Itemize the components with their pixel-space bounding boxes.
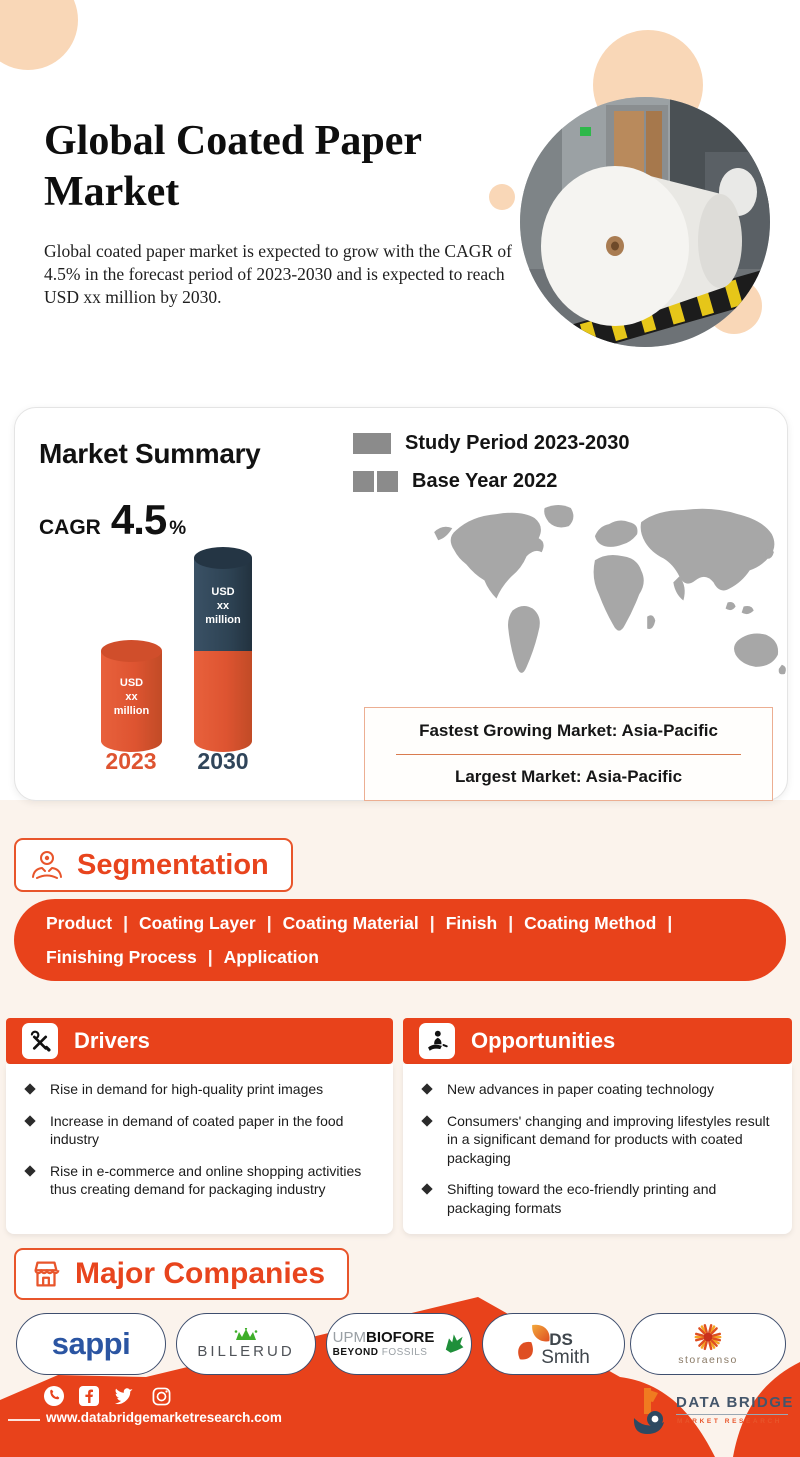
fastest-growing-market: Fastest Growing Market: Asia-Pacific [419,720,718,740]
opportunity-item-text: Shifting toward the eco-friendly printing and packaging formats [447,1181,717,1217]
bar-label-2030: 2030 [197,748,249,774]
legend-study-period-label: Study Period 2023-2030 [405,432,630,454]
drivers-list [6,1064,393,1234]
logo-dssmith [482,1313,625,1375]
segment-separator: | [207,947,213,967]
market-summary-card [14,407,788,801]
storefront-icon [29,1257,63,1291]
segmentation-line1 [46,906,754,940]
storaenso-wordmark: storaenso [678,1353,738,1366]
segment-separator: | [667,913,673,933]
bar-label-2023: 2023 [105,748,157,774]
segment-item: Application [223,947,319,967]
upm-fossils: FOSSILS [381,1346,428,1358]
opportunities-title: Opportunities [471,1028,616,1053]
legend-swatch-icon [353,433,391,454]
segmentation-title: Segmentation [77,848,269,881]
data-bridge-logo-icon [628,1386,674,1438]
logo-sappi [16,1313,166,1375]
segmentation-line2 [46,940,754,974]
twitter-icon[interactable] [114,1387,137,1406]
key-markets-box [364,707,773,801]
world-map [426,498,788,704]
segment-item: Finish [445,913,498,933]
diamond-bullet-icon [421,1115,432,1126]
drivers-header [6,1018,393,1064]
logo-billerud [176,1313,316,1375]
drivers-title: Drivers [74,1028,150,1053]
driver-item-text: Rise in e-commerce and online shopping activities thus creating demand for packaging industry [50,1162,362,1198]
bar-2023-value-l1: USD [119,677,144,689]
market-summary-title: Market Summary [39,438,261,469]
page-title-line1: Global Coated Paper [44,118,422,164]
segmentation-banner [14,899,786,981]
diamond-bullet-icon [24,1083,35,1094]
hands-gear-icon [29,847,65,883]
opportunity-item [417,1180,774,1217]
diamond-bullet-icon [24,1115,35,1126]
opportunity-item [417,1112,774,1168]
logo-storaenso [630,1313,786,1375]
segment-item: Finishing Process [46,947,197,967]
largest-market: Largest Market: Asia-Pacific [454,767,683,787]
page-description: Global coated paper market is expected to grow with the CAGR of 4.5% in the forecast period of 2023-2030 and is expected to reach USD xx million by 2030. [44,241,512,307]
opportunity-item-text: Consumers' changing and improving lifestyles result in a significant demand for products with coated packaging [447,1112,770,1166]
cylinder-bar-chart [95,543,275,753]
driver-item [20,1080,375,1099]
phone-icon[interactable] [44,1386,64,1406]
segment-separator: | [508,913,514,933]
data-bridge-brand-name: DATA BRIDGE [676,1394,794,1411]
tools-icon [22,1023,58,1059]
opportunities-header [403,1018,792,1064]
driver-item [20,1162,375,1199]
cagr-unit: % [169,518,187,539]
crown-icon [233,1328,259,1341]
facebook-icon[interactable] [79,1386,99,1406]
legend-base-year [353,470,557,493]
driver-item [20,1112,375,1149]
instagram-icon[interactable] [152,1387,171,1406]
upm-biofore: BIOFORE [366,1329,435,1347]
major-companies-title: Major Companies [75,1257,326,1290]
segment-item: Coating Method [524,913,657,933]
segment-separator: | [123,913,129,933]
decorative-circle [0,0,78,70]
data-bridge-brand-tagline: MARKET RESEARCH [677,1418,783,1425]
legend-study-period [353,432,630,455]
page-title [44,116,544,218]
segmentation-header [14,838,293,892]
divider [396,754,742,755]
diamond-bullet-icon [421,1083,432,1094]
page-title-line2: Market [44,169,180,216]
bar-2023-value-l2: xx [125,691,138,703]
social-icons [44,1386,171,1406]
sunburst-icon [691,1323,725,1353]
hand-person-icon [419,1023,455,1059]
upm-prefix: UPM [332,1329,366,1347]
logo-upm [326,1313,472,1375]
opportunities-list [403,1064,792,1234]
bar-2030-value-l2: xx [216,600,230,612]
cagr-value: 4.5 [110,496,167,543]
legend-swatch-icon [353,471,398,492]
divider [676,1414,788,1415]
billerud-wordmark: BILLERUD [197,1343,295,1360]
driver-item-text: Rise in demand for high-quality print images [50,1081,324,1097]
dssmith-line2: Smith [541,1347,590,1368]
diamond-bullet-icon [421,1184,432,1195]
segment-item: Product [46,913,113,933]
driver-item-text: Increase in demand of coated paper in the food industry [50,1112,344,1148]
legend-base-year-label: Base Year 2022 [412,470,558,492]
bar-2030-value-l1: USD [211,586,235,598]
segment-item: Coating Layer [139,913,256,933]
segment-separator: | [429,913,435,933]
cagr-label: CAGR [39,516,101,539]
segment-separator: | [266,913,272,933]
diamond-bullet-icon [24,1165,35,1176]
bar-2030-value-l3: million [205,614,241,626]
upm-beyond: BEYOND [332,1346,379,1358]
dssmith-line1: DS [549,1330,573,1349]
website-link[interactable]: www.databridgemarketresearch.com [46,1410,282,1425]
segment-item: Coating Material [282,913,419,933]
griffin-icon [441,1332,465,1356]
bar-2023-value-l3: million [113,705,150,717]
opportunity-item [417,1080,774,1099]
cagr-row [39,496,186,544]
divider [8,1419,40,1421]
sappi-wordmark: sappi [51,1326,131,1361]
paper-roll-illustration [520,97,770,347]
opportunity-item-text: New advances in paper coating technology [447,1081,714,1097]
hero-image-paper-roll [520,97,770,347]
